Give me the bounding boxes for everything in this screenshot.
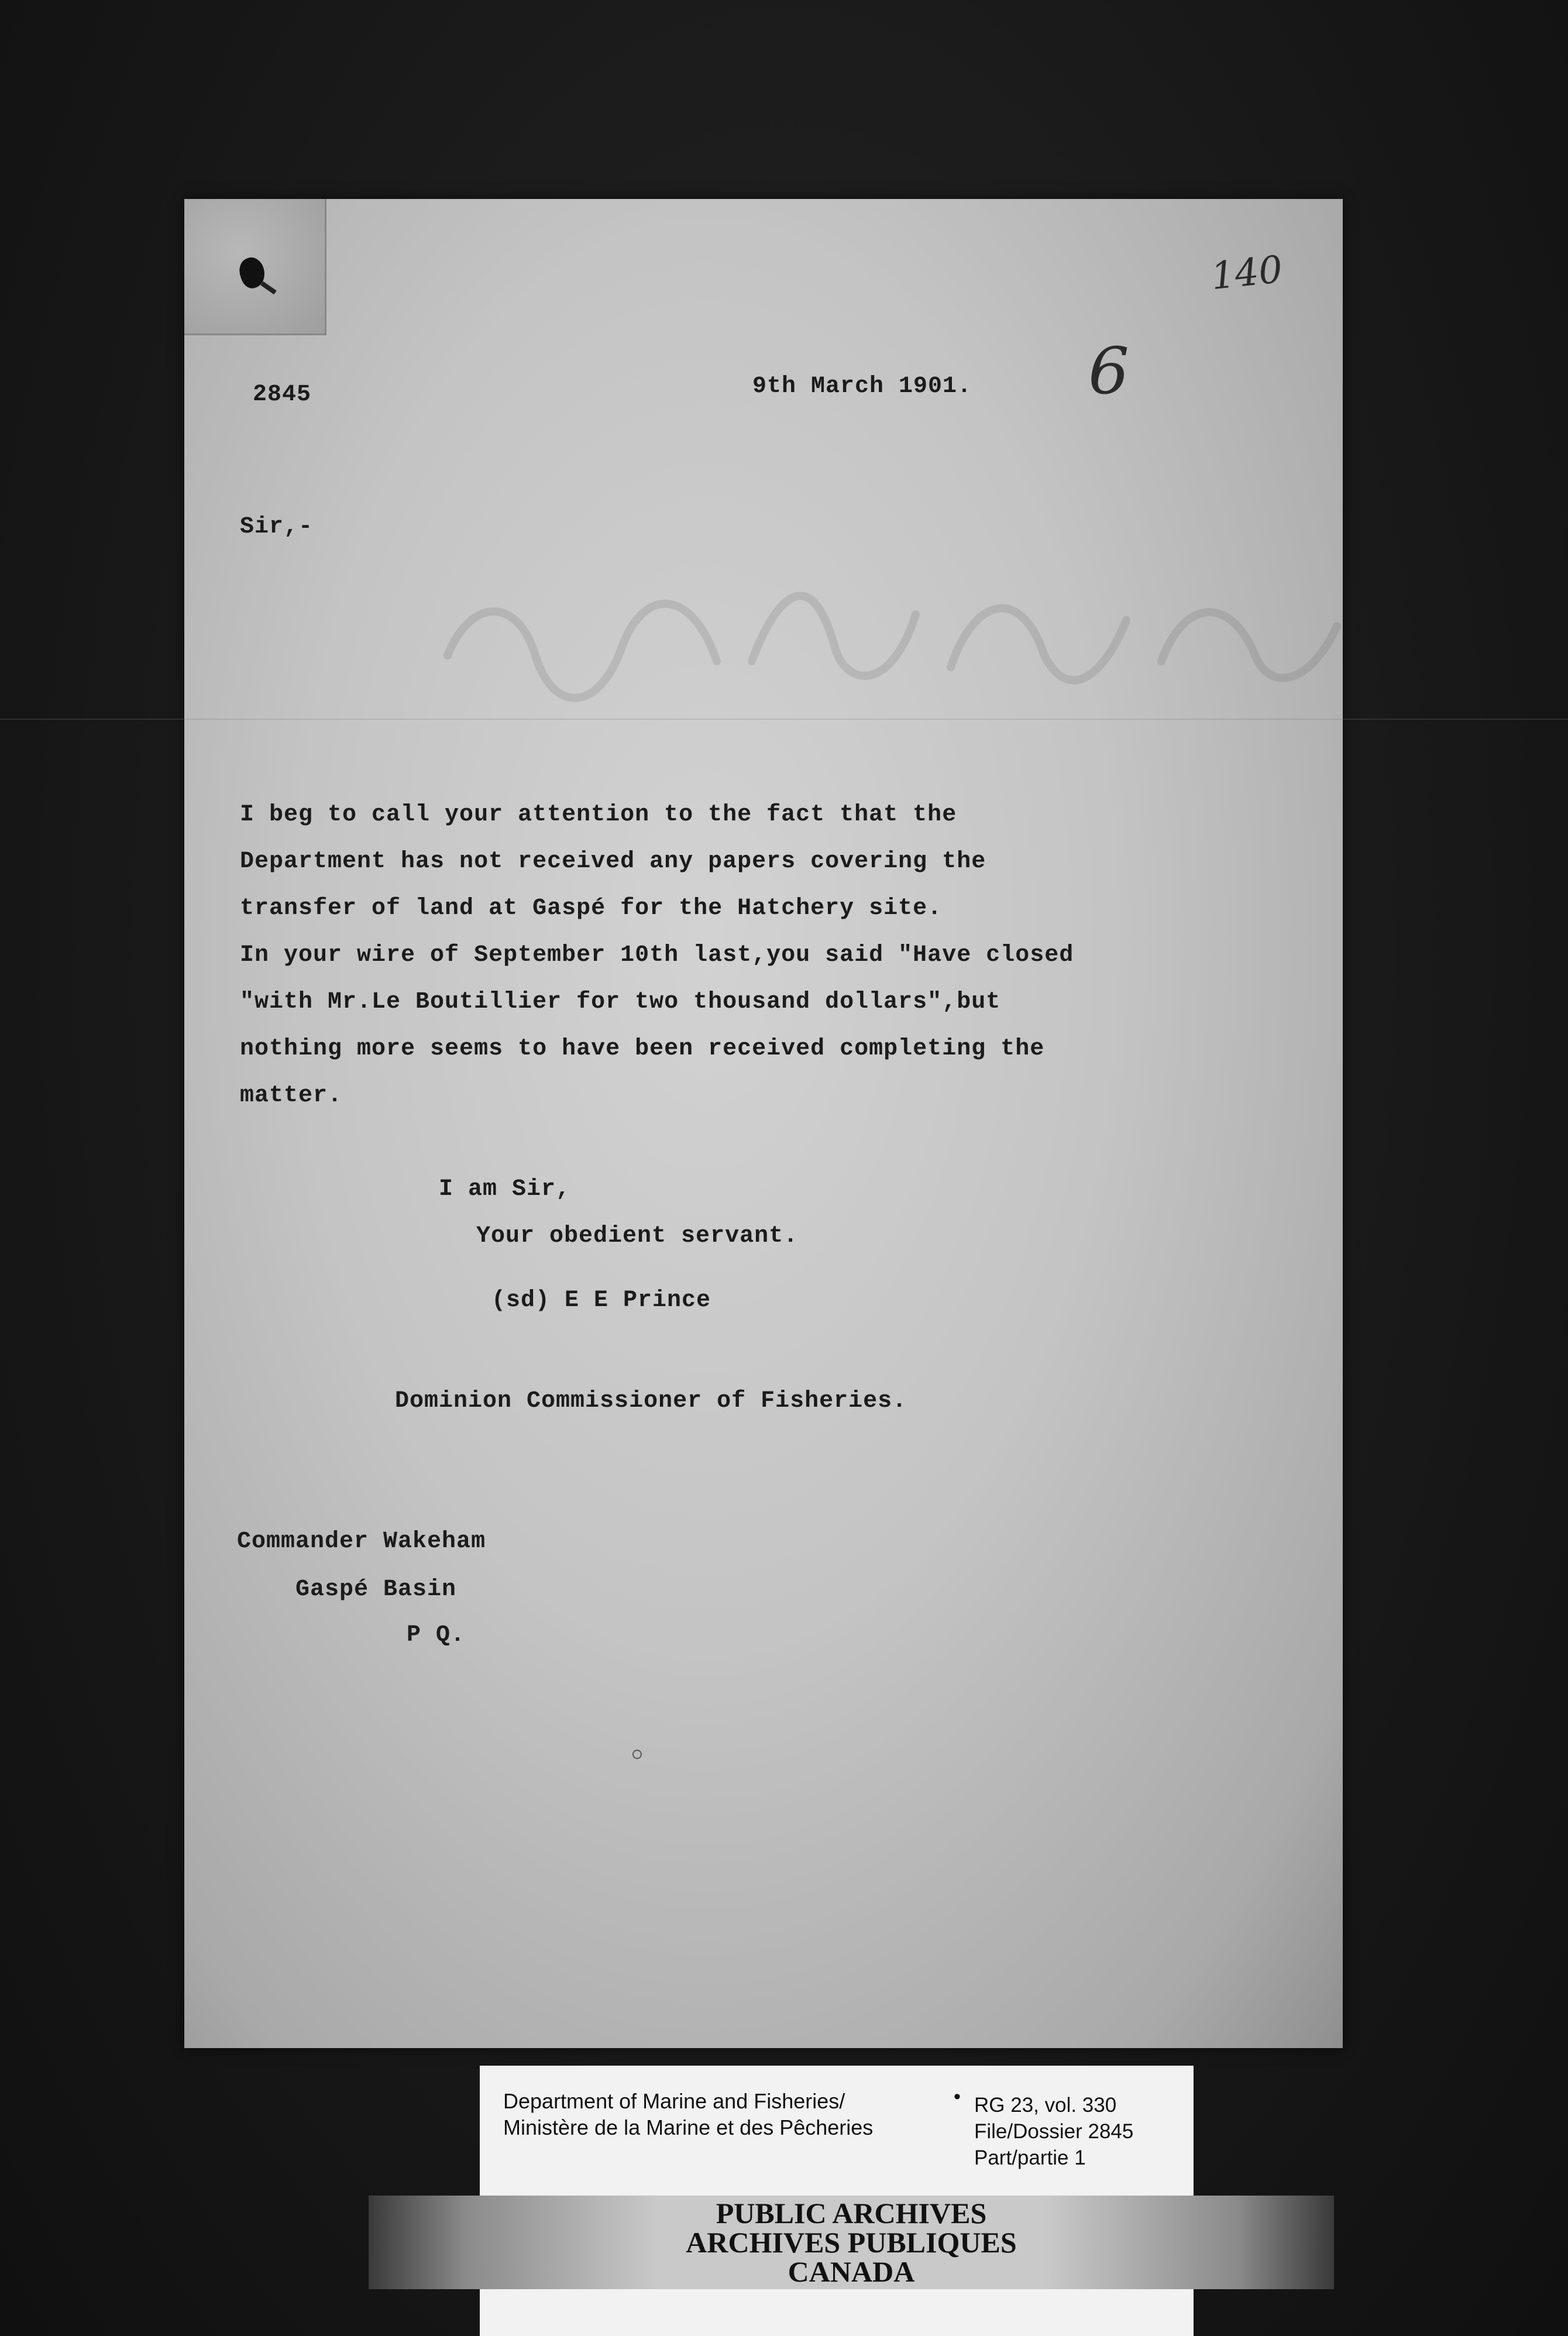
body-line: "with Mr.Le Boutillier for two thousand dollars",but (240, 989, 1001, 1015)
signatory-title: Dominion Commissioner of Fisheries. (395, 1388, 907, 1414)
body-line: I beg to call your attention to the fact that the (240, 802, 957, 828)
letter-date: 9th March 1901. (752, 373, 972, 400)
addressee-name: Commander Wakeham (237, 1528, 486, 1555)
body-line: transfer of land at Gaspé for the Hatchery site. (240, 895, 943, 922)
body-line: matter. (240, 1083, 343, 1109)
record-group: RG 23, vol. 330 (974, 2094, 1117, 2117)
closing-line-1: I am Sir, (439, 1176, 571, 1203)
archives-line-2: ARCHIVES PUBLIQUES (686, 2226, 1017, 2259)
addressee-province: P Q. (407, 1622, 466, 1648)
bleed-through-watermark (424, 527, 1360, 754)
watermark-svg (424, 527, 1360, 714)
folio-number: 140 (1209, 248, 1285, 299)
salutation: Sir,- (240, 514, 314, 540)
closing-line-2: Your obedient servant. (476, 1223, 799, 1249)
part-partie: Part/partie 1 (974, 2146, 1086, 2169)
file-dossier: File/Dossier 2845 (974, 2120, 1134, 2143)
body-line: In your wire of September 10th last,you said "Have closed (240, 942, 1074, 968)
letter-page (184, 199, 1343, 2048)
department-english: Department of Marine and Fisheries/ (503, 2089, 845, 2113)
punch-hole-tear (260, 281, 277, 295)
scanner-seam (0, 719, 1568, 720)
department-french: Ministère de la Marine et des Pêcheries (503, 2115, 874, 2139)
body-line: Department has not received any papers covering the (240, 848, 986, 875)
archives-line-1: PUBLIC ARCHIVES (716, 2197, 987, 2229)
paper-corner-overlay (184, 199, 326, 335)
ink-dot-mark (632, 1750, 642, 1759)
archives-line-3: CANADA (788, 2255, 915, 2288)
body-line: nothing more seems to have been received completing the (240, 1036, 1045, 1062)
archives-band (369, 2196, 1334, 2289)
addressee-place: Gaspé Basin (295, 1576, 457, 1603)
label-bullet: • (954, 2086, 961, 2108)
file-number: 2845 (253, 382, 312, 408)
handwritten-mark: 6 (1088, 334, 1129, 408)
signature-line: (sd) E E Prince (491, 1287, 711, 1314)
